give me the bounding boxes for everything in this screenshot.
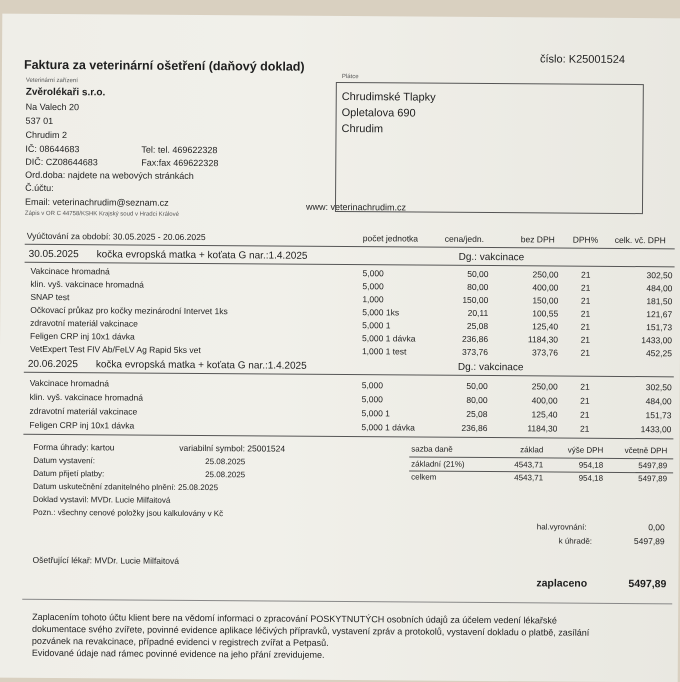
vat-row-base: 4543,71 xyxy=(514,473,544,483)
item-desc: zdravotní materiál vakcinace xyxy=(30,317,138,329)
item-total: 181,50 xyxy=(646,296,673,307)
footer-divider xyxy=(22,599,672,605)
item-qty: 5,000 xyxy=(361,394,383,405)
item-price-no-vat: 250,00 xyxy=(532,269,559,280)
item-total: 484,00 xyxy=(646,283,673,294)
item-price-no-vat: 100,55 xyxy=(532,308,559,319)
rounding-value: 0,00 xyxy=(648,522,665,533)
supplier-fax: Fax:fax 469622328 xyxy=(141,157,219,169)
invoice-paper xyxy=(0,14,680,682)
item-price-no-vat: 125,40 xyxy=(532,321,559,332)
item-total: 484,00 xyxy=(645,396,672,407)
issue-date-label: Datum vystavení: xyxy=(33,455,96,466)
payer-line2: Opletalova 690 xyxy=(341,107,416,120)
item-price-no-vat: 1184,30 xyxy=(527,334,559,345)
item-price-no-vat: 1184,30 xyxy=(527,423,558,434)
item-vat-rate: 21 xyxy=(580,395,590,406)
supplier-hours: Ord.doba: najdete na webových stránkách xyxy=(25,169,194,181)
item-qty: 5,000 1 dávka xyxy=(362,333,416,344)
item-unit-price: 25,08 xyxy=(466,320,489,332)
item-desc: SNAP test xyxy=(30,291,70,303)
item-price-no-vat: 400,00 xyxy=(532,282,559,293)
footer-line-3: pozvánek na revakcinace, případné evidenci v registrech zvířat a Petpasů. xyxy=(31,635,329,648)
item-vat-rate: 21 xyxy=(579,423,590,434)
supplier-small-label: Veterinární zařízení xyxy=(25,77,78,85)
price-note: Pozn.: všechny cenové položky jsou kalkulovány v Kč xyxy=(32,507,224,519)
item-price-no-vat: 150,00 xyxy=(532,295,559,306)
payment-method: Forma úhrady: kartou xyxy=(33,441,115,453)
vat-row-amount: 954,18 xyxy=(578,473,604,483)
header-celk: celk. vč. DPH xyxy=(614,234,666,246)
item-desc: Vakcinace hromadná xyxy=(29,377,110,389)
item-vat-rate: 21 xyxy=(581,269,591,280)
item-qty: 1,000 1 test xyxy=(361,346,407,357)
payer-small-label: Plátce xyxy=(341,74,359,81)
header-qty: počet jednotka xyxy=(362,233,419,244)
item-total: 151,73 xyxy=(646,322,673,333)
vat-header-base: základ xyxy=(520,445,544,455)
group-animal: kočka evropská matka + koťata G nar.:1.4.2025 xyxy=(95,359,307,372)
item-desc: klin. vyš. vakcinace hromadná xyxy=(29,391,144,403)
item-qty: 1,000 xyxy=(362,294,384,305)
item-total: 121,67 xyxy=(646,309,673,320)
variable-symbol: variabilní symbol: 25001524 xyxy=(179,442,286,454)
group-animal: kočka evropská matka + koťata G nar.:1.4.2025 xyxy=(96,249,308,262)
item-qty: 5,000 xyxy=(362,281,384,292)
item-vat-rate: 21 xyxy=(580,334,591,345)
payment-date-label: Datum přijetí platby: xyxy=(33,468,105,479)
item-unit-price: 50,00 xyxy=(466,380,488,392)
paid-value: 5497,89 xyxy=(628,578,667,591)
supplier-zip: 537 01 xyxy=(25,115,54,126)
item-vat-rate: 21 xyxy=(580,282,591,293)
group-dg: Dg.: vakcinace xyxy=(458,251,525,264)
vat-row xyxy=(409,472,673,485)
supplier-web: www: veterinachrudim.cz xyxy=(305,201,407,213)
item-unit-price: 50,00 xyxy=(467,268,489,280)
vat-row-total: 5497,89 xyxy=(638,461,668,471)
item-desc: Feligen CRP inj 10x1 dávka xyxy=(29,419,135,431)
item-vat-rate: 21 xyxy=(580,295,591,306)
supplier-name: Zvěrolékaři s.r.o. xyxy=(25,86,106,99)
item-total: 1433,00 xyxy=(641,335,673,346)
invoice-number: číslo: K25001524 xyxy=(539,53,626,66)
item-total: 302,50 xyxy=(645,382,672,393)
item-price-no-vat: 373,76 xyxy=(531,347,559,358)
payer-line1: Chrudimské Tlapky xyxy=(341,91,436,104)
to-pay-label: k úhradě: xyxy=(558,536,593,546)
attending-doctor: Ošetřující lékař: MVDr. Lucie Milfaitová xyxy=(32,554,179,566)
vat-row-base: 4543,71 xyxy=(514,460,544,470)
vat-header-rate: sazba daně xyxy=(411,444,453,454)
payer-box xyxy=(335,82,644,214)
to-pay-value: 5497,89 xyxy=(633,536,665,547)
item-vat-rate: 21 xyxy=(580,308,591,319)
item-unit-price: 25,08 xyxy=(466,408,488,420)
footer-line-1: Zaplacením tohoto účtu klient bere na vědomí informaci o zpracování POSKYTNUTÝCH osobních údajů za účelem vedení lékařské xyxy=(32,611,557,626)
item-price-no-vat: 125,40 xyxy=(531,409,558,420)
vat-header-total: včetně DPH xyxy=(624,445,668,456)
group-date: 20.06.2025 xyxy=(27,358,78,371)
item-unit-price: 236,86 xyxy=(462,333,489,345)
supplier-account: Č.účtu: xyxy=(25,182,54,193)
item-desc: VetExpert Test FIV Ab/FeLV Ag Rapid 5ks vet xyxy=(29,343,201,356)
item-unit-price: 80,00 xyxy=(467,281,489,293)
header-dph: DPH% xyxy=(572,234,599,245)
item-qty: 5,000 xyxy=(362,268,384,279)
item-price-no-vat: 250,00 xyxy=(531,381,558,392)
item-unit-price: 373,76 xyxy=(461,346,489,358)
item-vat-rate: 21 xyxy=(580,347,591,358)
payment-date: 25.08.2025 xyxy=(205,470,246,480)
item-desc: klin. vyš. vakcinace hromadná xyxy=(30,278,144,290)
vat-header-amount: výše DPH xyxy=(567,445,604,455)
supplier-email: Email: veterinachrudim@seznam.cz xyxy=(24,196,169,208)
rounding-label: hal.vyrovnání: xyxy=(536,522,587,532)
supplier-dic: DIČ: CZ08644683 xyxy=(25,156,98,168)
payer-line3: Chrudim xyxy=(341,123,384,136)
item-qty: 5,000 1 xyxy=(361,408,390,419)
paid-label: zaplaceno xyxy=(536,577,588,590)
item-qty: 5,000 1ks xyxy=(362,307,400,318)
group-dg: Dg.: vakcinace xyxy=(457,361,524,374)
item-total: 302,50 xyxy=(646,270,673,281)
header-bez: bez DPH xyxy=(520,234,555,245)
item-qty: 5,000 1 xyxy=(362,320,391,331)
item-unit-price: 80,00 xyxy=(466,394,488,406)
item-unit-price: 150,00 xyxy=(462,294,489,306)
footer-line-4: Evidované údaje nad rámec povinné evidence na jeho přání zrevidujeme. xyxy=(31,647,325,660)
item-vat-rate: 21 xyxy=(580,409,590,420)
item-desc: Očkovací průkaz pro kočky mezinárodní Intervet 1ks xyxy=(30,304,228,317)
vat-row-total: 5497,89 xyxy=(638,474,668,484)
vat-table-header xyxy=(409,444,673,457)
supplier-ic: IČ: 08644683 xyxy=(25,143,80,155)
issue-date: 25.08.2025 xyxy=(205,457,246,467)
group-date: 30.05.2025 xyxy=(28,248,79,261)
footer-line-2: dokumentace svého zvířete, povinné evidence aplikace léčivých přípravků, vystavení zpráv a protokolů, vystavení dokladu o platbě, zasílání xyxy=(31,623,590,638)
item-price-no-vat: 400,00 xyxy=(531,395,558,406)
invoice-title: Faktura za veterinární ošetření (daňový doklad) xyxy=(23,57,305,74)
item-desc: Feligen CRP inj 10x1 dávka xyxy=(30,330,135,342)
item-total: 151,73 xyxy=(645,410,672,421)
taxable-date: Datum uskutečnění zdanitelného plnění: 25.08.2025 xyxy=(32,481,219,493)
supplier-tel: Tel: tel. 469622328 xyxy=(141,144,218,156)
item-vat-rate: 21 xyxy=(580,381,590,392)
item-vat-rate: 21 xyxy=(580,321,591,332)
period-label: Vyúčtování za období: 30.05.2025 - 20.06.2025 xyxy=(26,230,206,243)
item-qty: 5,000 xyxy=(361,380,384,391)
item-unit-price: 20,11 xyxy=(467,307,489,319)
item-total: 1433,00 xyxy=(640,424,672,435)
item-total: 452,25 xyxy=(645,348,673,359)
vat-row-label: celkem xyxy=(411,472,437,482)
issued-by: Doklad vystavil: MVDr. Lucie Milfaitová xyxy=(32,494,171,505)
supplier-city: Chrudim 2 xyxy=(25,129,68,141)
vat-row-label: základní (21%) xyxy=(411,459,465,469)
item-qty: 5,000 1 dávka xyxy=(361,422,415,433)
item-unit-price: 236,86 xyxy=(461,422,488,434)
supplier-street: Na Valech 20 xyxy=(25,101,80,113)
header-unit: cena/jedn. xyxy=(444,233,485,245)
vat-row-amount: 954,18 xyxy=(578,460,604,470)
supplier-register: Zápis v OR C 44758/KSHK Krajský soud v Hradci Králové xyxy=(24,210,180,218)
item-desc: Vakcinace hromadná xyxy=(30,265,110,277)
item-desc: zdravotní materiál vakcinace xyxy=(29,405,138,417)
